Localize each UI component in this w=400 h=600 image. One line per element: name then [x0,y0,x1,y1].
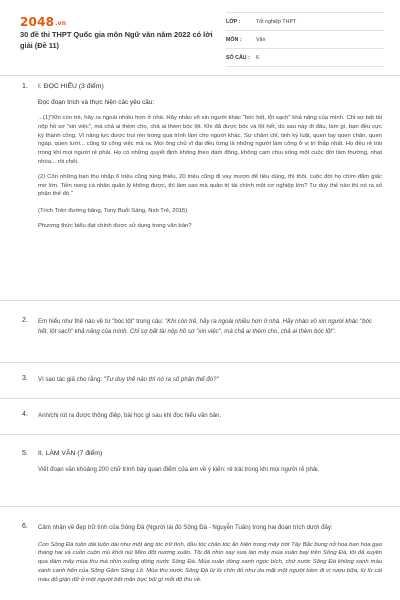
passage-paragraph-2: (2) Còn những bạn thu nhập 6 triệu cũng túng thiếu, 20 triệu cũng đi vay mượn để tiêu dùng, thì thôi, cuộc đời họ chìm đắm giấc mơ lớn. Tiền nong cá nhân quản lý không được, thì làm sao mà quản trị tài chính một cơ nghiệp lớn? Tư duy thế nào thì nó ra số phận thế đó." [38,173,382,198]
question-prompt: Phương thức biểu đạt chính được sử dụng trong văn bản? [38,222,192,229]
passage-paragraph-1: ...(1)"Khi còn trẻ, hãy ra ngoài nhiều hơn ở nhà. Hãy nhào vô xin người khác "bóc hết, lột sạch" khả năng của mình. Chỉ sợ bất tài nộp hồ sơ "xin việc", mà chả ai thèm cho, chả ai thèm bóc lột. Khi đã được bóc và lột hết, dù sau này đi đâu, làm gì, bạn đều cực kỳ thành công. Vì năng lực được trui rèn trong quá trình làm cho người khác. Sự chăm chỉ, tinh kỷ luật, quen tay quen chân, quen ngáp, quen lười... cũng từ công việc mà ra. Mọi ông chủ vĩ đại đều từng là những người làm công ở vị trí thấp nhất. Họ đều rẻ trải trong khi mọi người rẻ phải. Họ có những quyết định không theo đám đông, không cam chịu sống một cuộc đời tầm thường, nhạt nhòa... rồi chết. [38,115,382,165]
question-text-plain: Em hiểu như thế nào về từ "bóc lột" trong câu: [38,318,165,325]
question-quote: "Khi còn trẻ, hãy ra ngoài nhiều hơn ở nhà. Hãy nhào vô xin người khác "bóc hết, lột sạch" khả năng của mình. Chỉ sợ bất tài nộp hồ sơ "xin việc", mà chả ai thèm cho, chả ai thèm bóc lột" [38,318,372,335]
question-item [0,507,400,600]
meta-value: Văn [256,36,266,43]
meta-row-class [226,13,384,31]
question-lead: Đọc đoạn trích và thực hiện các yêu cầu: [38,99,155,106]
logo-main: 2048 [20,15,55,29]
question-number: 4. [22,411,28,418]
section-heading: II. LÀM VĂN (7 điểm) [38,450,103,457]
question-item [0,399,400,435]
excerpt-text: Con Sông Đà tuôn dài tuôn dài như một áng tóc trữ tình, đầu tóc chân tóc ẩn hiện trong mây trời Tây Bắc bung nở hoa ban hoa gạo tháng hai và cuồn cuộn mù khói núi Mèo đốt nương xuân. Tôi đã nhìn say sưa làn mây mùa xuân bay trên Sông Đà, tôi đã xuyên qua đám mây mùa thu mà nhìn xuống dòng nước Sông Đà. Mùa xuân dòng xanh ngọc bích, chứ nước Sông Đà không xanh màu xanh canh hến của Sông Gâm Sông Lô. Mùa thu nước Sông Đà lừ lừ chín đỏ như da mặt một người bầm đi vì rượu bữa, lừ lừ cái màu đỏ giận dữ ở một người bất mãn bực bội gì mỗi độ thu về. [38,541,382,583]
passage-source: (Trích Trên đường băng, Tony Buổi Sáng, Nxb Trẻ, 2015) [38,208,188,215]
question-item [0,363,400,399]
question-text [38,363,382,385]
meta-key: SỐ CÂU : [226,54,250,61]
question-number: 1. [22,83,28,90]
question-quote: "Tư duy thế nào thì nó ra số phận thế đó?" [103,376,219,383]
meta-key: LỚP : [226,18,241,25]
meta-key: MÔN : [226,36,242,43]
meta-value: Tốt nghiệp THPT [256,18,297,25]
logo-suffix: .vn [55,20,67,27]
question-text: Anh/chị rút ra được thông điệp, bài học gì sau khi đọc hiểu văn bản. [38,412,222,419]
question-number: 6. [22,523,28,530]
section-heading: I. ĐỌC HIỂU (3 điểm) [38,83,104,90]
question-item [0,301,400,363]
exam-title: 30 đề thi THPT Quốc gia môn Ngữ văn năm 2022 có lời giải (Đề 11) [20,30,213,50]
question-list [0,76,400,600]
meta-value: 6 [256,54,259,61]
question-text-end: . [334,327,336,335]
exam-meta-table [226,12,384,67]
question-text-plain: Vì sao tác giả cho rằng: [38,376,104,383]
question-text: Cảm nhận về đẹp trữ tình của Sông Đà (Người lái đò Sông Đà - Nguyễn Tuân) trong hai đoạn trích dưới đây: [38,524,333,531]
question-item [0,435,400,507]
site-logo[interactable] [20,15,66,29]
question-number: 3. [22,375,28,382]
question-item [0,76,400,301]
question-number: 2. [22,317,28,324]
question-text: Viết đoạn văn khoảng 200 chữ trình bày quan điểm của em về ý kiến: rẻ trái trong khi mọi người rẽ phải. [38,466,320,473]
meta-row-subject [226,31,384,49]
page-header [0,0,400,72]
question-text [38,301,382,336]
question-number: 5. [22,450,28,457]
meta-row-question-count [226,49,384,67]
